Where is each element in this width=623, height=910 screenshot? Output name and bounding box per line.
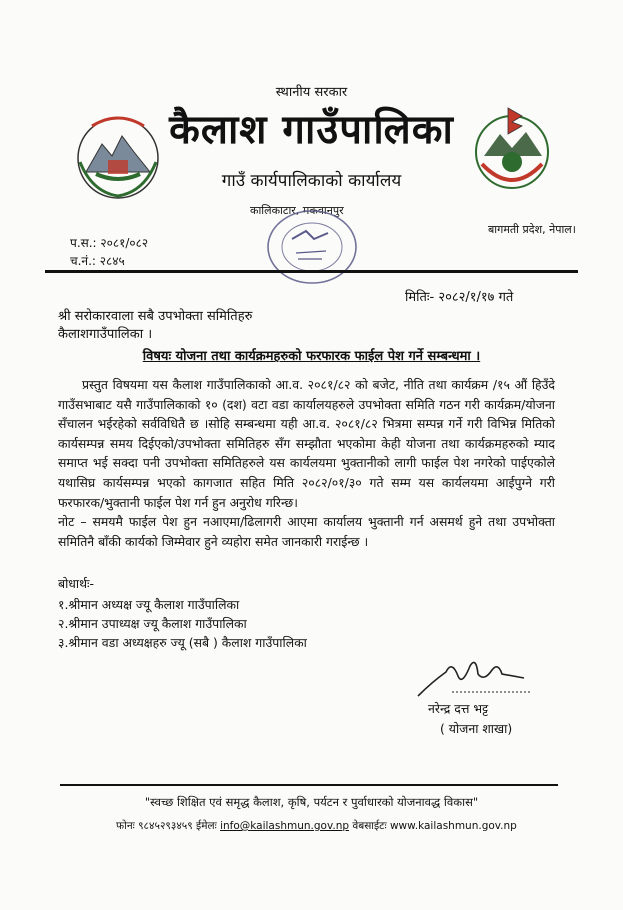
subject-text: विषयः योजना तथा कार्यक्रमहरुको फरफारक फाईल पेश गर्ने सम्बन्धमा । — [142, 349, 481, 364]
signatory-department: ( योजना शाखा) — [440, 721, 513, 736]
province-label: बागमती प्रदेश, नेपाल। — [488, 223, 576, 236]
reference-number: प.स.: २०८१/०८२ — [70, 236, 149, 250]
addressee-line-1: श्री सरोकारवाला सबै उपभोक्ता समितिहरु — [58, 309, 253, 324]
cc-item: ३.श्रीमान वडा अध्यक्षहरु ज्यू (सबै ) कैलाश गाउँपालिका — [58, 635, 307, 650]
signatory-name: नरेन्द्र दत्त भट्ट — [428, 701, 489, 716]
footer-motto: "स्वच्छ शिक्षित एवं समृद्ध कैलाश, कृषि, पर्यटन र पुर्वाधारको योजनावद्ध विकास" — [144, 795, 479, 809]
official-stamp — [262, 205, 362, 290]
header-divider — [45, 270, 578, 273]
footer-email-label: ईमेलः — [196, 820, 217, 832]
cc-item: १.श्रीमान अध्यक्ष ज्यू कैलाश गाउँपालिका — [58, 597, 240, 612]
subject-line — [0, 346, 623, 364]
cc-item: २.श्रीमान उपाध्यक्ष ज्यू कैलाश गाउँपालिका — [58, 616, 247, 631]
letter-body — [58, 375, 555, 551]
footer-divider — [60, 784, 558, 786]
dispatch-number: च.नं.: २८४५ — [70, 254, 125, 268]
body-note: नोट – समयमै फाईल पेश हुन नआएमा/ढिलागरी आएमा कार्यालय भुक्तानी गर्न असमर्थ हुने तथा उपभोक्ता समितिनै बाँकी कार्यको जिम्मेवार हुने व्यहोरा समेत जानकारी गराईन्छ । — [58, 514, 555, 549]
local-government-label: स्थानीय सरकार — [275, 85, 348, 100]
body-paragraph: प्रस्तुत विषयमा यस कैलाश गाउँपालिकाको आ.व. २०८१/८२ को बजेट, नीति तथा कार्यक्रम /१५ औं हिउँदे गाउँसभाबाट यसै गाउँपालिकाको १० (दश) वटा वडा कार्यालयहरुले उपभोक्ता समिति गठन गरी कार्यक्रम/योजना सँचालन भईरहेको सर्वविधितै छ ।सोहि सम्बन्धमा यही आ.व. २०८१/८२ भित्रमा सम्पन्न गर्ने गरी विभिन्न मितिको कार्यसम्पन्न समय दिईएको/उपभोक्ता समितिहरु सँग सम्झौता भएकोमा केही योजना तथा कार्यक्रमहरुको म्याद समाप्त भई सक्दा पनी उपभोक्ता समितिहरुले यस कार्यलयमा भुक्तानीको लागी फाईल पेश नगरेको पाईएकोले यथासिघ्र कार्यसम्पन्न भएको कागजात सहित मिति २०८२/०१/३० गते सम्म यस कार्यलयमा आईपुग्ने गरी फरफारक/भुक्तानी फाईल पेश गर्न हुन अनुरोध गरिन्छ। — [58, 377, 555, 510]
footer-contact — [116, 819, 517, 833]
office-location: कालिकाटार, मकवानपुर — [250, 204, 344, 217]
signature-mark — [412, 652, 532, 702]
cc-heading: बोधार्थः- — [58, 576, 95, 591]
office-name: गाउँ कार्यपालिकाको कार्यालय — [221, 171, 402, 191]
footer-website-label: वेबसाईटः — [352, 820, 387, 832]
municipality-title: कैलाश गाउँपालिका — [169, 106, 454, 153]
footer-email-link[interactable]: info@kailashmun.gov.np — [220, 820, 350, 832]
addressee-line-2: कैलाशगाउँपालिका । — [58, 327, 153, 342]
letter-date: मितिः- २०८२/१/१७ गते — [405, 290, 514, 305]
footer-phone: फोनः ९८४५२९३४५९ — [116, 820, 193, 832]
footer-website-link[interactable]: www.kailashmun.gov.np — [389, 820, 517, 832]
